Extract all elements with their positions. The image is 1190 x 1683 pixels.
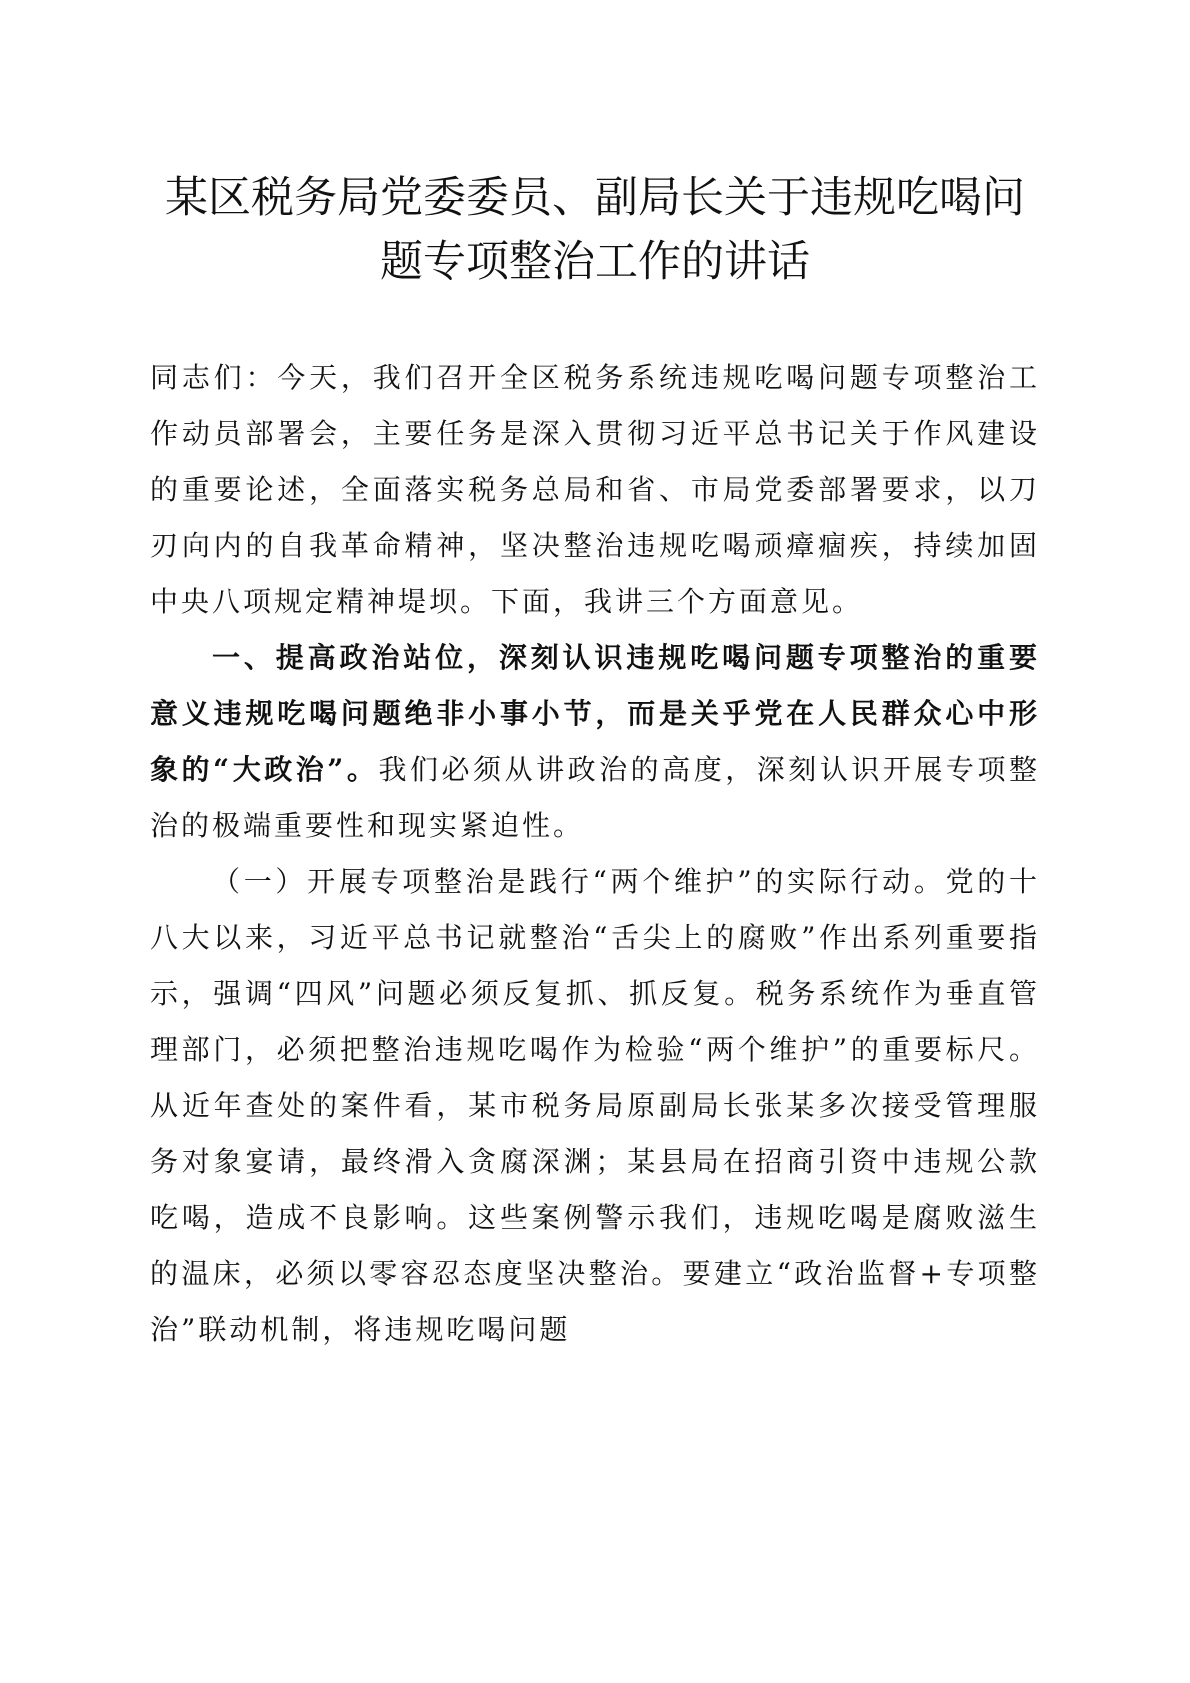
title-line-2: 题专项整治工作的讲话	[380, 237, 810, 287]
document-body	[150, 350, 1040, 1358]
intro-paragraph: 同志们：今天，我们召开全区税务系统违规吃喝问题专项整治工作动员部署会，主要任务是深入贯彻习近平总书记关于作风建设的重要论述，全面落实税务总局和省、市局党委部署要求，以刀刃向内的自我革命精神，坚决整治违规吃喝顽瘴痼疾，持续加固中央八项规定精神堤坝。下面，我讲三个方面意见。	[150, 361, 1040, 618]
section-1-heading: 一、提高政治站位，深刻认识违规吃喝问题专项整治的重要意义违规吃喝问题绝非小事小节，而是关乎党在人民群众心中形象的“大政治”。	[150, 641, 1040, 786]
section-1-paragraph	[150, 630, 1040, 854]
title-line-1: 某区税务局党委委员、副局长关于违规吃喝问	[165, 173, 1025, 223]
section-1-text: 我们必须从讲政治的高度，深刻认识开展专项整治的极端重要性和现实紧迫性。	[150, 753, 1040, 842]
document-title	[150, 166, 1040, 294]
subsection-1-paragraph: （一）开展专项整治是践行“两个维护”的实际行动。党的十八大以来，习近平总书记就整治“舌尖上的腐败”作出系列重要指示，强调“四风”问题必须反复抓、抓反复。税务系统作为垂直管理部门，必须把整治违规吃喝作为检验“两个维护”的重要标尺。从近年查处的案件看，某市税务局原副局长张某多次接受管理服务对象宴请，最终滑入贪腐深渊；某县局在招商引资中违规公款吃喝，造成不良影响。这些案例警示我们，违规吃喝是腐败滋生的温床，必须以零容忍态度坚决整治。要建立“政治监督+专项整治”联动机制，将违规吃喝问题	[150, 865, 1040, 1346]
